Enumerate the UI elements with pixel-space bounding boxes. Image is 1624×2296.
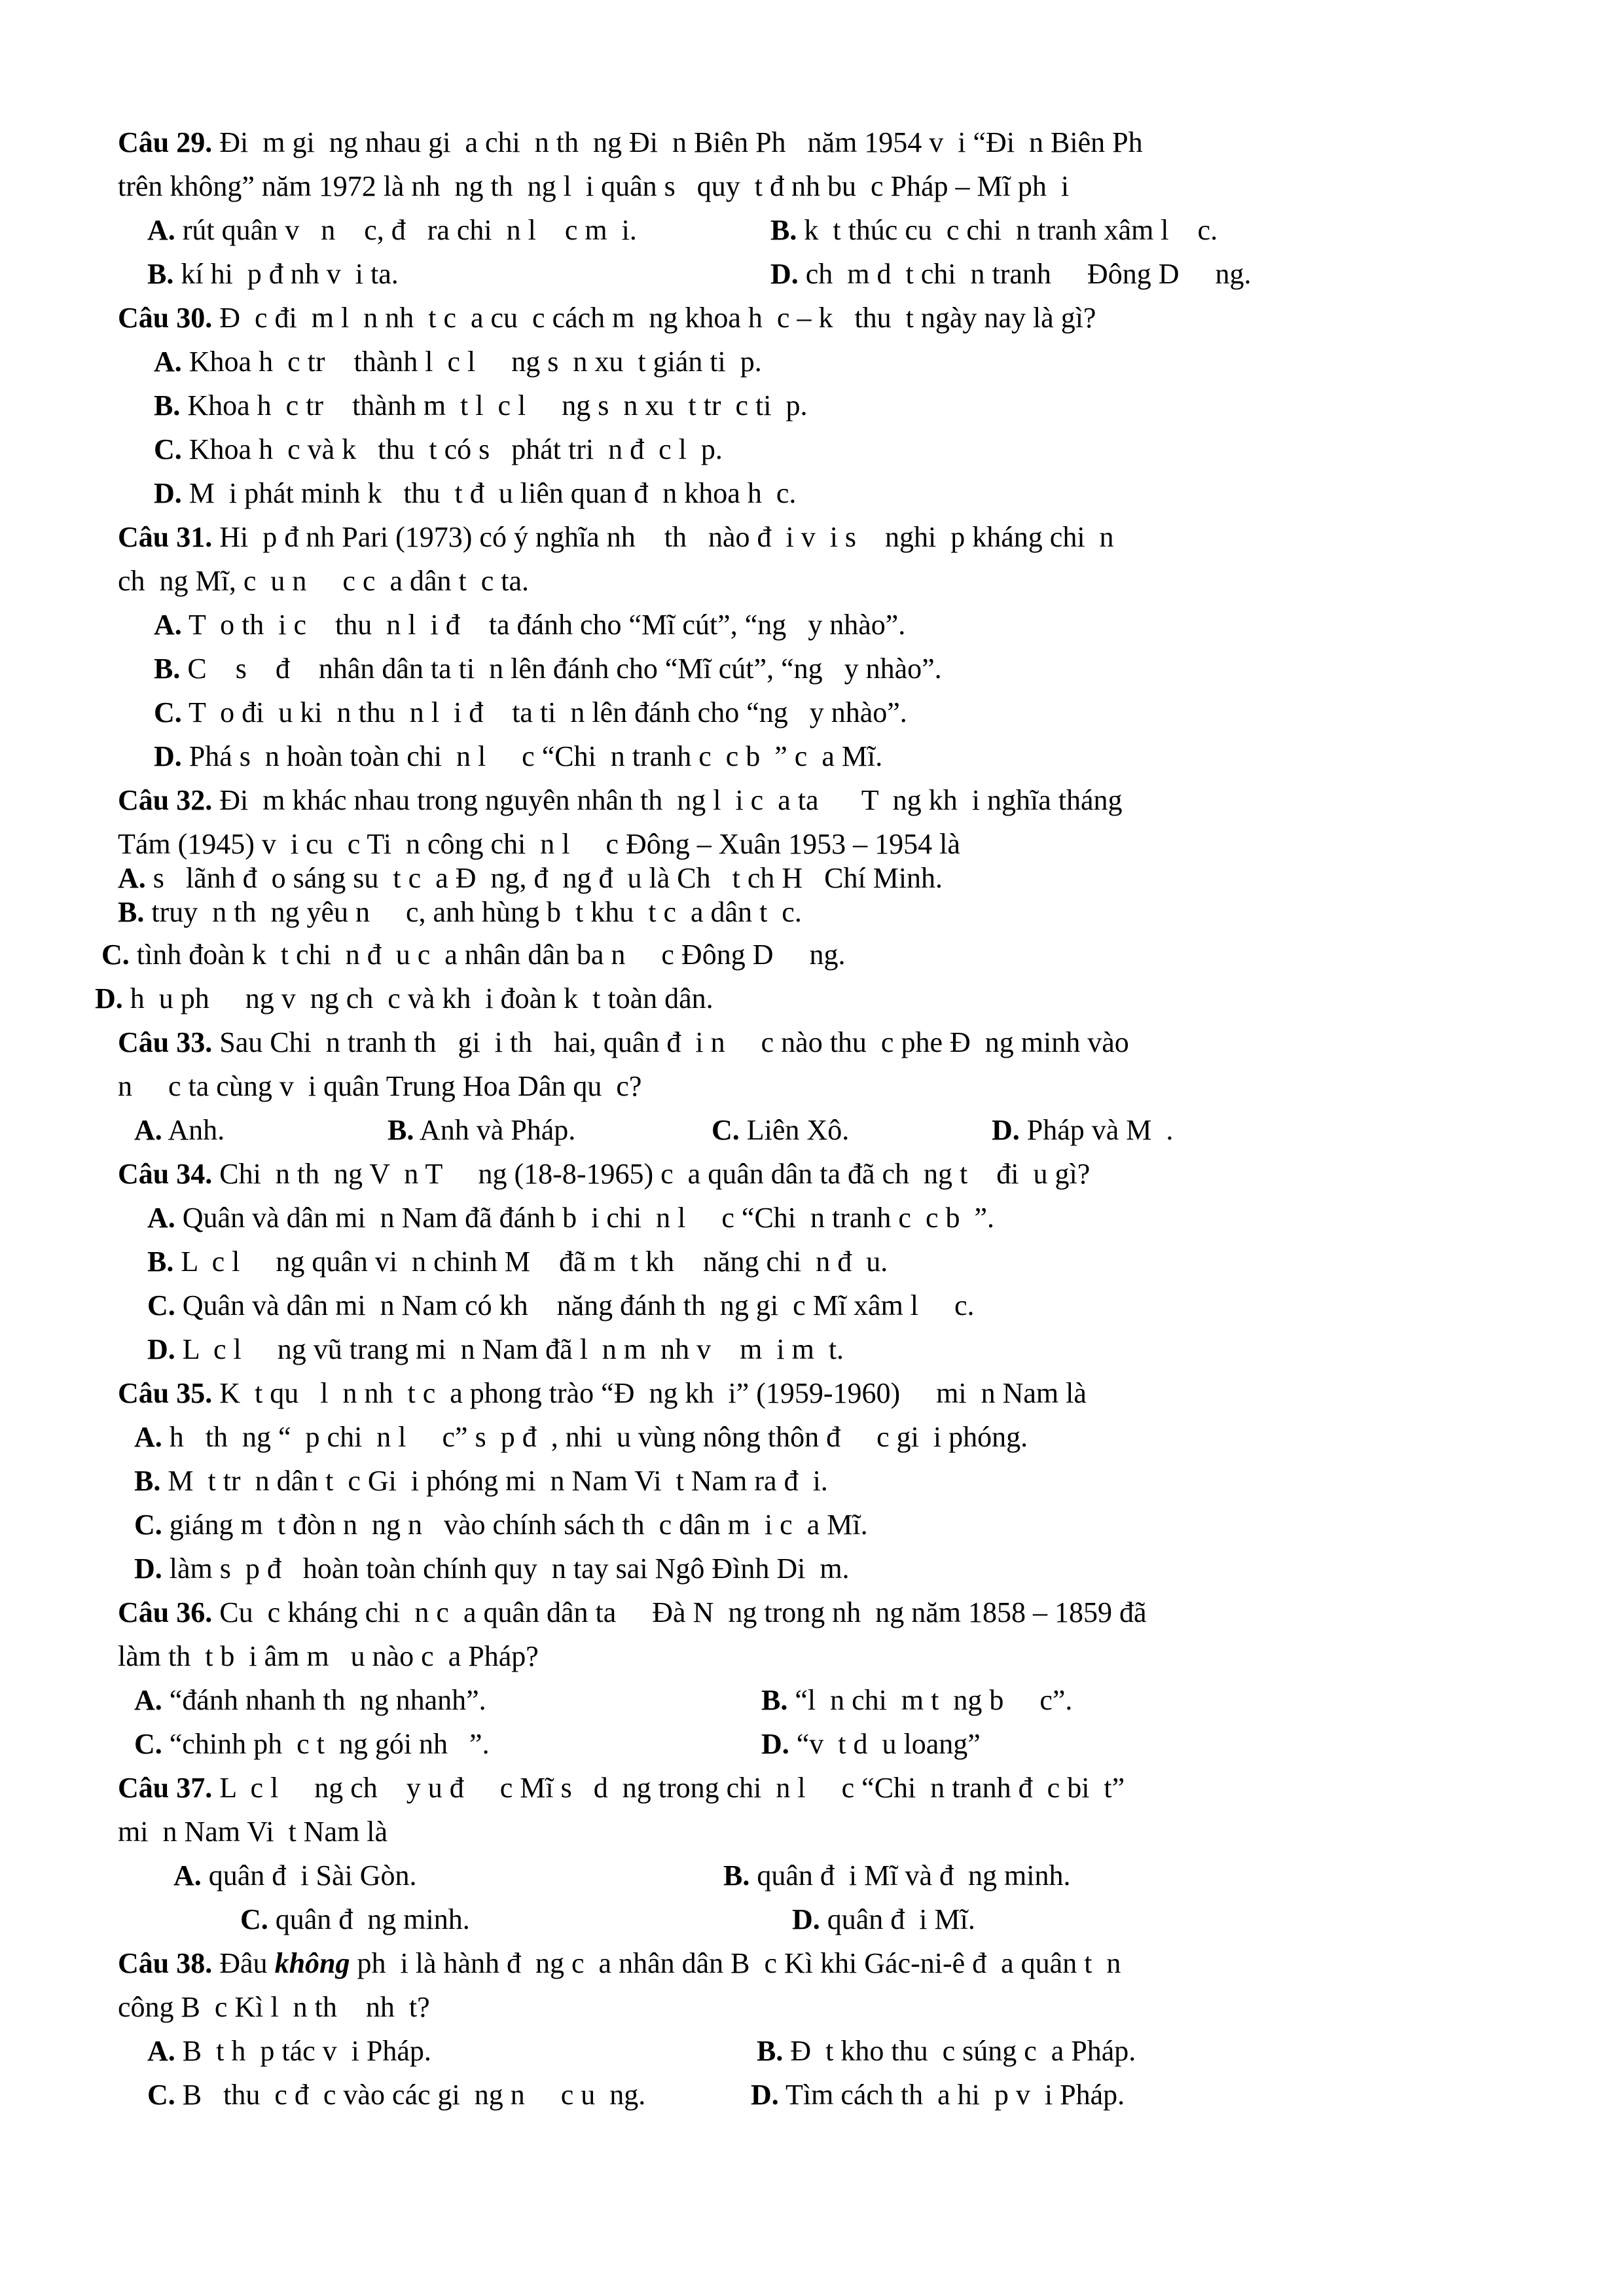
option-text: “đánh nhanh th ng nhanh”. (162, 1684, 486, 1716)
question-37-option-c (240, 1901, 470, 1938)
question-31-option-a (154, 607, 905, 643)
question-31-option-b (154, 651, 942, 687)
option-label: A. (134, 1421, 162, 1453)
option-text: rút quân v n c, đ ra chi n l c m i. (175, 214, 637, 246)
question-38-option-d (751, 2077, 1125, 2113)
option-text: quân đ i Mĩ. (820, 1903, 975, 1935)
option-text: quân đ i Sài Gòn. (201, 1859, 417, 1892)
question-30-option-b (154, 387, 807, 424)
option-label: A. (147, 1202, 175, 1234)
question-37-stem-line-1 (118, 1770, 1125, 1806)
question-36-option-b (761, 1682, 1072, 1719)
question-31-number: Câu 31. (118, 521, 213, 553)
option-text: Khoa h c tr thành l c l ng s n xu t gián ti p. (181, 346, 762, 378)
option-text: ch m d t chi n tranh Đông D ng. (798, 258, 1252, 290)
question-33-stem-line-2: n c ta cùng v i quân Trung Hoa Dân qu c? (118, 1070, 642, 1102)
question-29-option-a (147, 212, 637, 249)
question-32-option-d (95, 980, 713, 1017)
option-label: D. (992, 1114, 1020, 1146)
option-text: s lãnh đ o sáng su t c a Đ ng, đ ng đ u là Ch t ch H Chí Minh. (145, 862, 943, 894)
question-35-option-d (134, 1551, 850, 1587)
question-32-number: Câu 32. (118, 784, 213, 816)
option-label: D. (154, 740, 182, 772)
question-36-option-d (761, 1726, 981, 1763)
question-30-option-a (154, 344, 762, 380)
question-31-option-c (154, 694, 907, 731)
question-31-stem-text: Hi p đ nh Pari (1973) có ý nghĩa nh th nào đ i v i s nghi p kháng chi n (212, 521, 1114, 553)
option-text: h th ng “ p chi n l c” s p đ , nhi u vùng nông thôn đ c gi i phóng. (162, 1421, 1028, 1453)
question-29-option-b (770, 212, 1218, 249)
option-label: B. (147, 258, 174, 290)
question-30-option-d (154, 475, 796, 512)
option-text: Quân và dân mi n Nam có kh năng đánh th ng gi c Mĩ xâm l c. (175, 1289, 975, 1321)
question-35-option-a (134, 1419, 1028, 1456)
option-text: Anh. (162, 1114, 225, 1146)
question-38-option-a (147, 2033, 431, 2070)
question-31-stem-line-2: ch ng Mĩ, c u n c c a dân t c ta. (118, 565, 530, 597)
question-33-option-a (134, 1112, 225, 1149)
question-37-stem-text: L c l ng ch y u đ c Mĩ s d ng trong chi n l c “Chi n tranh đ c bi t” (212, 1772, 1125, 1804)
option-text: C s đ nhân dân ta ti n lên đánh cho “Mĩ cút”, “ng y nhào”. (180, 653, 942, 685)
question-32-stem-line-2: Tám (1945) v i cu c Ti n công chi n l c Đông – Xuân 1953 – 1954 là (118, 828, 960, 860)
option-text: Phá s n hoàn toàn chi n l c “Chi n tranh c c b ” c a Mĩ. (181, 740, 883, 772)
option-label: A. (154, 609, 182, 641)
option-text: T o đi u ki n thu n l i đ ta ti n lên đánh cho “ng y nhào”. (181, 696, 907, 728)
option-label: A. (134, 1684, 162, 1716)
question-32-stem-line-1 (118, 782, 1123, 819)
option-text: L c l ng quân vi n chinh M đã m t kh năng chi n đ u. (173, 1246, 888, 1278)
question-33-option-d (992, 1112, 1173, 1149)
question-37-option-b (723, 1857, 1070, 1894)
option-text: Quân và dân mi n Nam đã đánh b i chi n l c “Chi n tranh c c b ”. (175, 1202, 995, 1234)
question-29-stem-line-1 (118, 124, 1143, 161)
question-33-stem-text: Sau Chi n tranh th gi i th hai, quân đ i n c nào thu c phe Đ ng minh vào (212, 1026, 1129, 1058)
question-29-stem-line-2: trên không” năm 1972 là nh ng th ng l i quân s quy t đ nh bu c Pháp – Mĩ ph i (118, 170, 1070, 202)
question-32-option-a (118, 860, 943, 897)
option-label: B. (757, 2035, 784, 2067)
question-31-option-d (154, 738, 882, 775)
question-29-option-d (770, 256, 1251, 293)
option-label: B. (761, 1684, 788, 1716)
question-34-option-b (147, 1244, 888, 1280)
option-label: A. (147, 214, 175, 246)
question-33-option-b (388, 1112, 575, 1149)
question-31-stem-line-1 (118, 519, 1114, 556)
option-label: A. (154, 346, 182, 378)
option-text: Pháp và M . (1019, 1114, 1174, 1146)
option-label: D. (95, 982, 123, 1014)
question-30-number: Câu 30. (118, 302, 213, 334)
question-38-option-b (757, 2033, 1136, 2070)
question-36-number: Câu 36. (118, 1596, 213, 1628)
question-35-stem-line-1 (118, 1375, 1087, 1412)
option-text: Tìm cách th a hi p v i Pháp. (778, 2079, 1125, 2111)
option-text: Khoa h c tr thành m t l c l ng s n xu t tr c ti p. (180, 389, 808, 422)
question-36-stem-line-1 (118, 1594, 1147, 1631)
option-text: M t tr n dân t c Gi i phóng mi n Nam Vi t Nam ra đ i. (160, 1465, 828, 1497)
option-label: B. (154, 389, 181, 422)
question-33-stem-line-1 (118, 1024, 1129, 1061)
option-label: B. (147, 1246, 174, 1278)
option-label: C. (134, 1509, 162, 1541)
option-label: B. (118, 896, 145, 928)
question-30-stem-line-1 (118, 300, 1096, 336)
option-label: D. (792, 1903, 820, 1935)
option-text: tình đoàn k t chi n đ u c a nhân dân ba n c Đông D ng. (129, 939, 846, 971)
option-label: B. (723, 1859, 750, 1892)
option-label: C. (712, 1114, 740, 1146)
option-label: C. (147, 2079, 175, 2111)
option-text: “v t d u loang” (789, 1728, 981, 1760)
option-label: B. (388, 1114, 414, 1146)
question-30-option-c (154, 431, 723, 468)
option-text: B t h p tác v i Pháp. (175, 2035, 431, 2067)
option-text: giáng m t đòn n ng n vào chính sách th c dân m i c a Mĩ. (162, 1509, 868, 1541)
option-text: Liên Xô. (739, 1114, 850, 1146)
question-36-stem-text: Cu c kháng chi n c a quân dân ta Đà N ng trong nh ng năm 1858 – 1859 đã (212, 1596, 1147, 1628)
option-label: D. (751, 2079, 779, 2111)
question-29-option-c (147, 256, 399, 293)
option-text: k t thúc cu c chi n tranh xâm l c. (797, 214, 1218, 246)
question-34-option-a (147, 1200, 994, 1236)
option-text: “l n chi m t ng b c”. (787, 1684, 1073, 1716)
option-label: D. (770, 258, 799, 290)
question-29-stem-text: Đi m gi ng nhau gi a chi n th ng Đi n Biên Ph năm 1954 v i “Đi n Biên Ph (212, 126, 1143, 158)
question-36-option-c (134, 1726, 490, 1763)
option-text: Khoa h c và k thu t có s phát tri n đ c l p. (181, 433, 723, 465)
option-text: L c l ng vũ trang mi n Nam đã l n m nh v m i m t. (175, 1333, 844, 1365)
option-label: A. (147, 2035, 175, 2067)
question-38-stem-line-2: công B c Kì l n th nh t? (118, 1991, 430, 2023)
option-label: C. (240, 1903, 268, 1935)
question-37-option-a (173, 1857, 417, 1894)
option-text: B thu c đ c vào các gi ng n c u ng. (175, 2079, 646, 2111)
option-label: A. (118, 862, 146, 894)
option-label: C. (134, 1728, 162, 1760)
option-label: A. (173, 1859, 202, 1892)
option-label: A. (134, 1114, 162, 1146)
question-37-number: Câu 37. (118, 1772, 213, 1804)
question-34-option-d (147, 1331, 844, 1368)
option-text: “chinh ph c t ng gói nh ”. (162, 1728, 490, 1760)
question-35-option-c (134, 1507, 868, 1543)
question-35-stem-text: K t qu l n nh t c a phong trào “Đ ng kh i” (1959-1960) mi n Nam là (212, 1377, 1087, 1409)
question-37-stem-line-2: mi n Nam Vi t Nam là (118, 1816, 388, 1848)
option-text: quân đ ng minh. (268, 1903, 470, 1935)
option-text: quân đ i Mĩ và đ ng minh. (749, 1859, 1071, 1892)
emphasis-text: không (274, 1947, 350, 1979)
question-37-option-d (792, 1901, 975, 1938)
question-38-stem-line-1 (118, 1945, 1121, 1982)
question-33-number: Câu 33. (118, 1026, 213, 1058)
question-32-option-b (118, 894, 802, 931)
option-label: D. (154, 477, 182, 509)
option-text: làm s p đ hoàn toàn chính quy n tay sai Ngô Đình Di m. (162, 1552, 850, 1585)
option-text: truy n th ng yêu n c, anh hùng b t khu t c a dân t c. (144, 896, 802, 928)
option-label: C. (101, 939, 130, 971)
question-35-option-b (134, 1463, 828, 1499)
question-30-stem-text: Đ c đi m l n nh t c a cu c cách m ng khoa h c – k thu t ngày nay là gì? (212, 302, 1096, 334)
option-label: D. (761, 1728, 789, 1760)
question-35-number: Câu 35. (118, 1377, 213, 1409)
question-34-option-c (147, 1287, 975, 1324)
question-36-stem-line-2: làm th t b i âm m u nào c a Pháp? (118, 1640, 539, 1672)
option-text: M i phát minh k thu t đ u liên quan đ n khoa h c. (181, 477, 797, 509)
option-text: Đ t kho thu c súng c a Pháp. (783, 2035, 1136, 2067)
option-label: B. (770, 214, 797, 246)
question-34-number: Câu 34. (118, 1158, 213, 1190)
question-38-option-c (147, 2077, 645, 2113)
option-text: Anh và Pháp. (414, 1114, 576, 1146)
option-text: kí hi p đ nh v i ta. (173, 258, 399, 290)
question-29-number: Câu 29. (118, 126, 213, 158)
option-label: C. (154, 696, 182, 728)
question-32-stem-text: Đi m khác nhau trong nguyên nhân th ng l i c a ta T ng kh i nghĩa tháng (212, 784, 1123, 816)
option-label: C. (154, 433, 182, 465)
option-label: D. (147, 1333, 175, 1365)
option-text: h u ph ng v ng ch c và kh i đoàn k t toàn dân. (122, 982, 713, 1014)
stem-text: Đâu (212, 1947, 275, 1979)
question-34-stem-line-1 (118, 1156, 1090, 1193)
option-label: B. (154, 653, 181, 685)
option-label: B. (134, 1465, 161, 1497)
option-label: C. (147, 1289, 175, 1321)
question-34-stem-text: Chi n th ng V n T ng (18-8-1965) c a quân dân ta đã ch ng t đi u gì? (212, 1158, 1091, 1190)
question-38-number: Câu 38. (118, 1947, 213, 1979)
question-33-option-c (712, 1112, 849, 1149)
option-label: D. (134, 1552, 162, 1585)
question-36-option-a (134, 1682, 486, 1719)
option-text: T o th i c thu n l i đ ta đánh cho “Mĩ cút”, “ng y nhào”. (181, 609, 906, 641)
question-32-option-c (101, 937, 845, 973)
stem-text: ph i là hành đ ng c a nhân dân B c Kì khi Gác-ni-ê đ a quân t n (350, 1947, 1121, 1979)
